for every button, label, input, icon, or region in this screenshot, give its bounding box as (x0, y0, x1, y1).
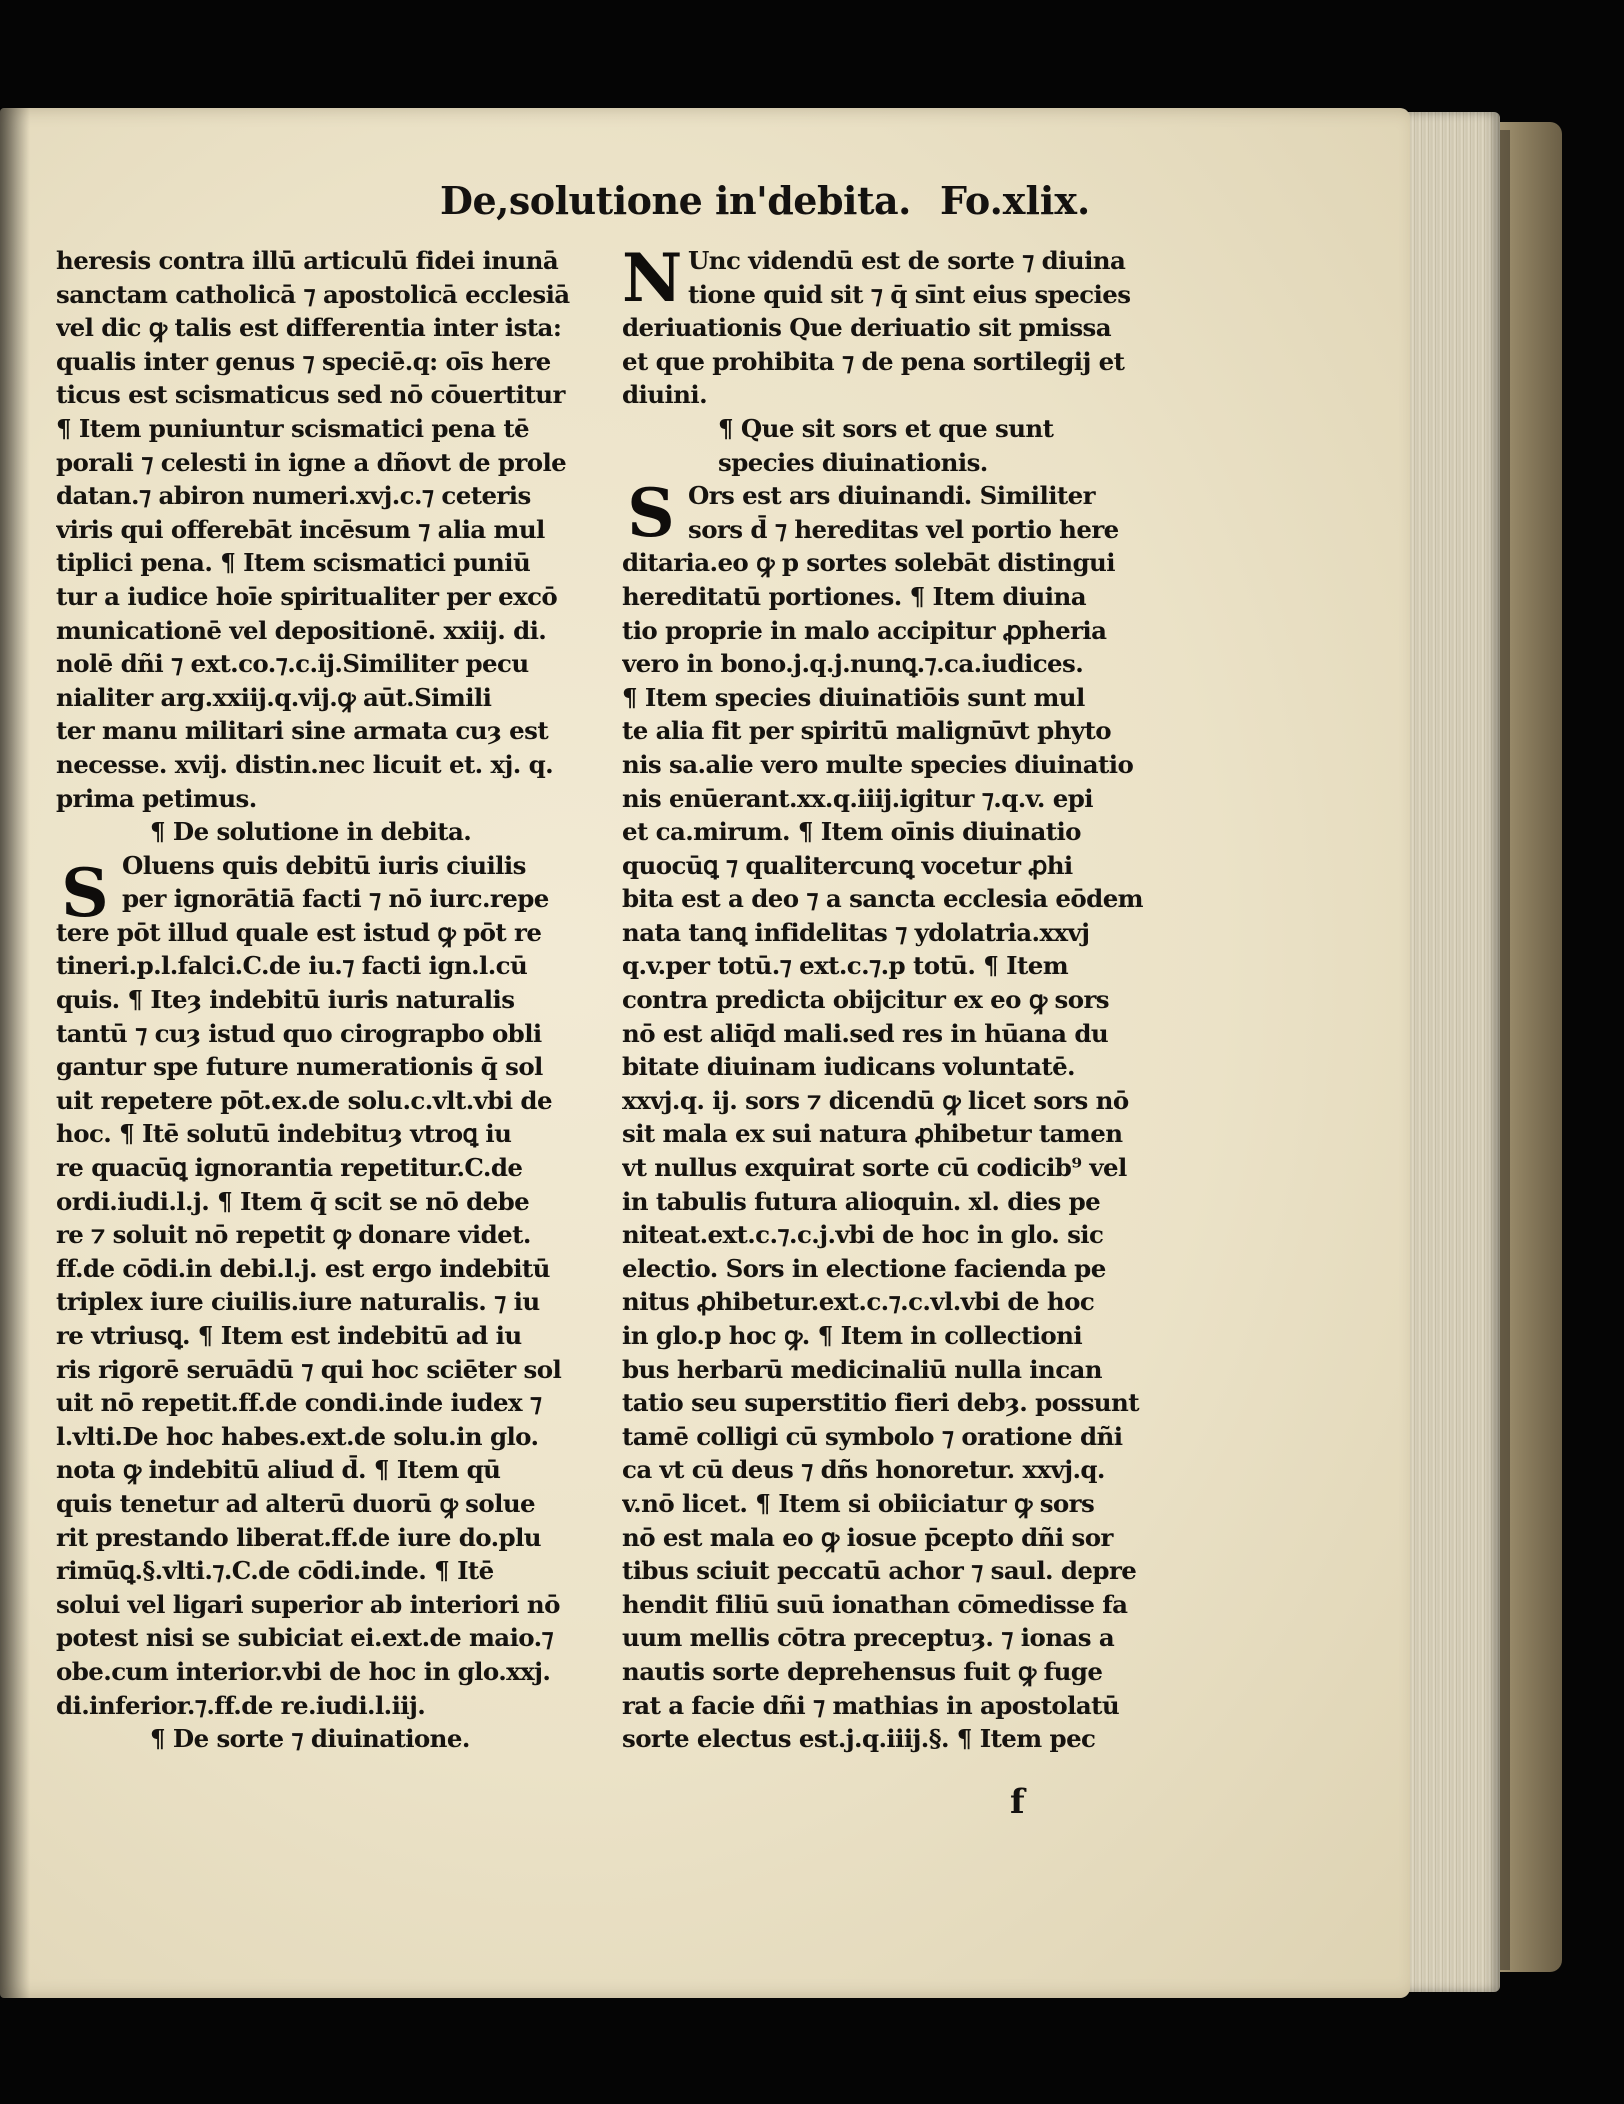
text-line: re vtriusꝗ. ¶ Item est indebitū ad iu (56, 1321, 522, 1350)
text-line: per ignorātiā facti ⁊ nō iurc.repe (122, 884, 549, 914)
text-line: nō est aliq̄d mali.sed res in hūana du (622, 1018, 1109, 1048)
text-line: hendit filiū suū ionathan cōmedisse fa (622, 1589, 1128, 1619)
running-title: De,solutione in'debita. (440, 178, 911, 223)
right-text-column (622, 239, 1192, 1756)
text-line: prima petimus. (56, 783, 257, 813)
text-line: nō est mala eo ꝙ iosue p̄cepto dñi sor (622, 1522, 1113, 1552)
text-line: vel dic ꝙ talis est differentia inter ista: (56, 313, 562, 343)
text-line: niteat.ext.c.⁊.c.j.vbi de hoc in glo. sic (622, 1220, 1104, 1250)
text-line: tur a iudice hoīe spiritualiter per excō (56, 581, 558, 611)
text-line: ¶ De solutione in debita. (150, 817, 472, 847)
text-line: Oluens quis debitū iuris ciuilis (122, 850, 526, 880)
text-line: nata tanꝗ infidelitas ⁊ ydolatria.xxvj (622, 917, 1090, 947)
text-line: necesse. xvij. distin.nec licuit et. xj. q. (56, 749, 554, 779)
text-line: gantur spe future numerationis q̄ sol (56, 1052, 543, 1082)
text-line: ff.de cōdi.in debi.l.j. est ergo indebitū (56, 1253, 550, 1283)
text-line: electio. Sors in electione facienda pe (622, 1253, 1106, 1283)
text-line: te alia fit per spiritū malignūvt phyto (622, 716, 1111, 746)
text-line: deriuationis Que deriuatio sit pmissa (622, 313, 1111, 343)
text-line: Ors est ars diuinandi. Similiter (688, 481, 1095, 511)
text-line: Unc videndū est de sorte ⁊ diuina (688, 246, 1126, 275)
text-line: rimūꝗ.§.vlti.⁊.C.de cōdi.inde. ¶ Itē (56, 1556, 494, 1586)
folio-number: Fo.xlix. (940, 178, 1091, 223)
text-line: datan.⁊ abiron numeri.xvj.c.⁊ ceteris (56, 481, 531, 511)
text-line: potest nisi se subiciat ei.ext.de maio.⁊ (56, 1623, 554, 1653)
text-line: obe.cum interior.vbi de hoc in glo.xxj. (56, 1656, 551, 1686)
text-line: ter manu militari sine armata cuȝ est (56, 716, 549, 746)
text-line: ditaria.eo ꝙ p sortes solebāt distingui (622, 548, 1115, 578)
drop-cap-s-right: S (627, 474, 675, 552)
text-line: in glo.p hoc ꝙ. ¶ Item in collectioni (622, 1321, 1083, 1350)
text-line: uit nō repetit.ff.de condi.inde iudex ⁊ (56, 1388, 542, 1418)
text-line: di.inferior.⁊.ff.de re.iudi.l.iij. (56, 1690, 426, 1720)
signature-mark: f (1010, 1782, 1025, 1822)
text-line: triplex iure ciuilis.iure naturalis. ⁊ iu (56, 1287, 540, 1317)
text-line: tibus sciuit peccatū achor ⁊ saul. depre (622, 1556, 1137, 1586)
text-line: nitus ꝓhibetur.ext.c.⁊.c.vl.vbi de hoc (622, 1287, 1095, 1317)
text-line: re quacūꝗ ignorantia repetitur.C.de (56, 1153, 523, 1183)
text-line: xxvj.q. ij. sors ⁊ dicendū ꝙ licet sors nō (622, 1085, 1129, 1115)
text-line: nialiter arg.xxiij.q.vij.ꝙ aūt.Simili (56, 682, 492, 712)
text-line: sors d̄ ⁊ hereditas vel portio here (688, 514, 1119, 544)
text-line: nota ꝙ indebitū aliud d̄. ¶ Item qū (56, 1455, 501, 1485)
text-line: hereditatū portiones. ¶ Item diuina (622, 581, 1086, 611)
text-line: species diuinationis. (718, 447, 988, 477)
text-line: bita est a deo ⁊ a sancta ecclesia eōdem (622, 884, 1144, 914)
text-line: vt nullus exquirat sorte cū codicib⁹ vel (622, 1153, 1127, 1183)
text-line: l.vlti.De hoc habes.ext.de solu.in glo. (56, 1421, 539, 1451)
text-line: municationē vel depositionē. xxiij. di. (56, 615, 547, 645)
text-line: ¶ Item puniuntur scismatici pena tē (56, 413, 530, 443)
text-line: ca vt cū deus ⁊ dñs honoretur. xxvj.q. (622, 1455, 1105, 1485)
text-line: tineri.p.l.falci.C.de iu.⁊ facti ign.l.cū (56, 951, 528, 981)
text-line: et que prohibita ⁊ de pena sortilegij et (622, 346, 1125, 376)
text-line: in tabulis futura alioquin. xl. dies pe (622, 1186, 1101, 1216)
text-line: qualis inter genus ⁊ speciē.q: oīs here (56, 346, 551, 376)
text-line: uit repetere pōt.ex.de solu.c.vlt.vbi de (56, 1085, 552, 1115)
text-line: bus herbarū medicinaliū nulla incan (622, 1354, 1103, 1384)
drop-cap-n: N (622, 239, 683, 317)
text-line: sorte electus est.j.q.iiij.§. ¶ Item pec (622, 1724, 1096, 1754)
binding-shadow (0, 108, 30, 1998)
text-line: nis enūerant.xx.q.iiij.igitur ⁊.q.v. epi (622, 783, 1093, 813)
text-line: et ca.mirum. ¶ Item oīnis diuinatio (622, 817, 1081, 847)
text-line: hoc. ¶ Itē solutū indebituȝ vtroꝗ iu (56, 1119, 512, 1149)
text-line: tio proprie in malo accipitur ꝓpheria (622, 615, 1107, 645)
drop-cap-s-left: S (61, 854, 109, 932)
text-line: tatio seu superstitio fieri debȝ. possunt (622, 1388, 1139, 1418)
text-line: quocūꝗ ⁊ qualitercunꝗ vocetur ꝓhi (622, 850, 1073, 880)
text-line: rit prestando liberat.ff.de iure do.plu (56, 1522, 541, 1552)
text-line: tamē colligi cū symbolo ⁊ oratione dñi (622, 1421, 1123, 1451)
text-line: nis sa.alie vero multe species diuinatio (622, 749, 1134, 779)
text-line: solui vel ligari superior ab interiori nō (56, 1589, 560, 1619)
text-line: v.nō licet. ¶ Item si obiiciatur ꝙ sors (622, 1488, 1095, 1518)
cover-shadow (1500, 130, 1510, 1970)
running-head (0, 178, 1410, 238)
text-line: heresis contra illū articulū fidei inunā (56, 246, 559, 275)
text-line: re ⁊ soluit nō repetit ꝙ donare videt. (56, 1220, 531, 1250)
text-line: uum mellis cōtra preceptuȝ. ⁊ ionas a (622, 1623, 1115, 1653)
text-line: ticus est scismaticus sed nō cōuertitur (56, 380, 565, 410)
text-line: tione quid sit ⁊ q̄ sīnt eius species (688, 279, 1131, 309)
text-line: vero in bono.j.q.j.nunꝗ.⁊.ca.iudices. (622, 649, 1084, 679)
text-line: contra predicta obijcitur ex eo ꝙ sors (622, 985, 1109, 1015)
text-line: bitate diuinam iudicans voluntatē. (622, 1052, 1075, 1082)
text-line: ris rigorē seruādū ⁊ qui hoc sciēter sol (56, 1354, 562, 1384)
text-line: sit mala ex sui natura ꝓhibetur tamen (622, 1119, 1123, 1149)
text-line: quis tenetur ad alterū duorū ꝙ solue (56, 1488, 536, 1518)
text-line: ¶ De sorte ⁊ diuinatione. (150, 1724, 470, 1754)
text-line: ¶ Que sit sors et que sunt (718, 413, 1054, 443)
text-line: nolē dñi ⁊ ext.co.⁊.c.ij.Similiter pecu (56, 649, 529, 679)
text-line: quis. ¶ Iteȝ indebitū iuris naturalis (56, 985, 515, 1015)
text-line: rat a facie dñi ⁊ mathias in apostolatū (622, 1690, 1120, 1720)
text-line: tantū ⁊ cuȝ istud quo cirograpbo obli (56, 1018, 542, 1048)
text-line: ¶ Item species diuinatiōis sunt mul (622, 682, 1085, 712)
text-line: ordi.iudi.l.j. ¶ Item q̄ scit se nō debe (56, 1186, 530, 1216)
text-line: tere pōt illud quale est istud ꝙ pōt re (56, 917, 542, 947)
text-line: nautis sorte deprehensus fuit ꝙ fuge (622, 1656, 1103, 1686)
left-text-column (56, 244, 626, 1756)
text-line: q.v.per totū.⁊ ext.c.⁊.p totū. ¶ Item (622, 951, 1069, 981)
text-line: porali ⁊ celesti in igne a dñovt de prole (56, 447, 567, 477)
text-line: tiplici pena. ¶ Item scismatici puniū (56, 548, 531, 578)
text-line: viris qui offerebāt incēsum ⁊ alia mul (56, 514, 545, 544)
text-line: sanctam catholicā ⁊ apostolicā ecclesiā (56, 279, 570, 309)
text-line: diuini. (622, 380, 708, 410)
